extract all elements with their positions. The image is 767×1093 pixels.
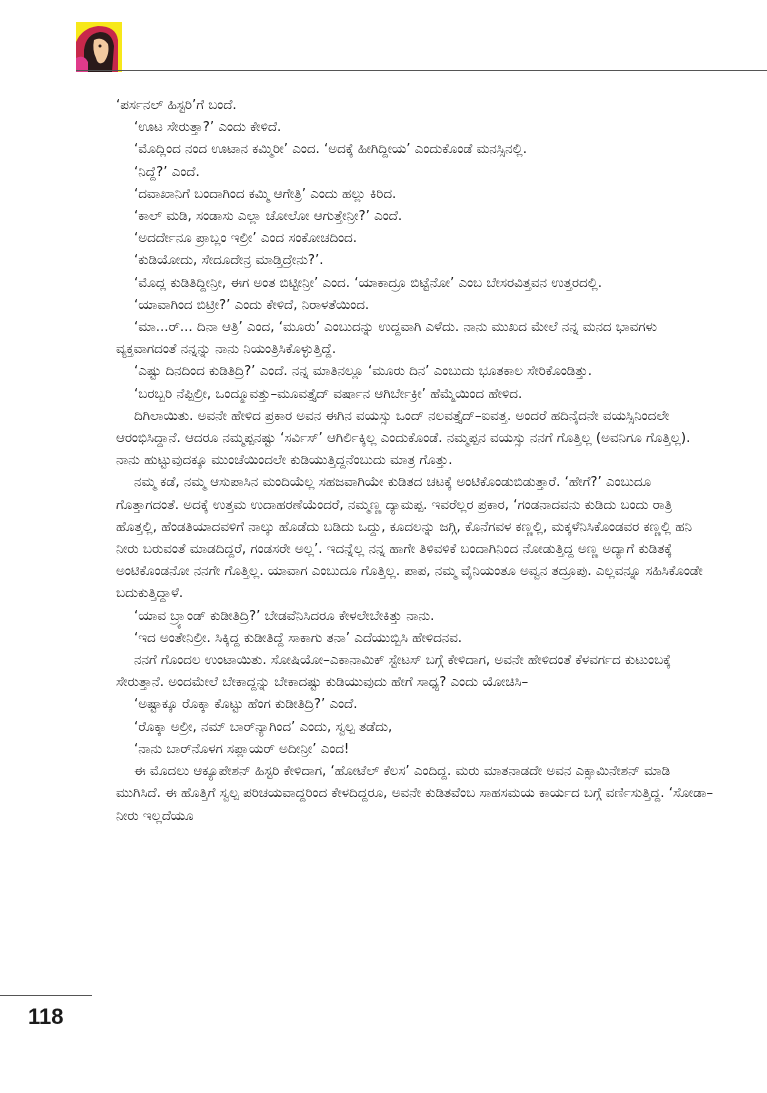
paragraph: ‘ಯಾವ ಬ್ರ್ಯಾಂಡ್ ಕುಡೀತಿದ್ರಿ?’ ಬೇಡವೆನಿಸಿದರೂ ಕೇಳಲೇಬೇಕಿತ್ತು ನಾನು.	[134, 608, 435, 624]
paragraph: ನಮ್ಮ ಕಡೆ, ನಮ್ಮ ಆಸುಪಾಸಿನ ಮಂದಿಯೆಲ್ಲ ಸಹಜವಾಗಿಯೇ ಕುಡಿತದ ಚಟಕ್ಕೆ ಅಂಟಿಕೊಂಡುಬಿಡುತ್ತಾರೆ. ‘ಹೇಗೆ?’ ಎಂಬುದೂ ಗೊತ್ತಾಗದಂತೆ. ಅದಕ್ಕೆ ಉತ್ತಮ ಉದಾಹರಣೆಯೆಂದರೆ, ನಮ್ಮಣ್ಣ ದ್ಯಾಮಪ್ಪ. ಇವರೆಲ್ಲರ ಪ್ರಕಾರ, ‘ಗಂಡನಾದವನು ಕುಡಿದು ಬಂದು ರಾತ್ರಿ ಹೊತ್ತಲ್ಲಿ, ಹೆಂಡತಿಯಾದವಳಿಗೆ ನಾಲ್ಕು ಹೊಡೆದು ಬಡಿದು ಒದ್ದು, ಕೂದಲನ್ನು ಜಗ್ಗಿ, ಕೊನೆಗವಳ ಕಣ್ಣಲ್ಲಿ, ಮಕ್ಕಳೆನಿಸಿಕೊಂಡವರ ಕಣ್ಣಲ್ಲಿ ಹನಿ ನೀರು ಬರುವಂತೆ ಮಾಡದಿದ್ದರೆ, ಗಂಡಸರೇ ಅಲ್ಲ’. ಇದನ್ನೆಲ್ಲ ನನ್ನ ಹಾಗೇ ತಿಳಿವಳಿಕೆ ಬಂದಾಗಿನಿಂದ ನೋಡುತ್ತಿದ್ದ ಅಣ್ಣ ಅದ್ಯಾಗೆ ಕುಡಿತಕ್ಕೆ ಅಂಟಿಕೊಂಡನೋ ನನಗೇ ಗೊತ್ತಿಲ್ಲ. ಯಾವಾಗ ಎಂಬುದೂ ಗೊತ್ತಿಲ್ಲ. ಪಾಪ, ನಮ್ಮ ವೈನಿಯಂತೂ ಅವ್ವನ ತದ್ರೂಪು. ಎಲ್ಲವನ್ನೂ ಸಹಿಸಿಕೊಂಡೇ ಬದುಕುತ್ತಿದ್ದಾಳೆ.	[116, 475, 703, 602]
paragraph: ‘ಕುಡಿಯೋದು, ಸೇದೂದೇನ್ರ ಮಾಡ್ತಿದ್ರೇನು?’.	[134, 253, 324, 269]
paragraph: ‘ಕಾಲ್ ಮಡಿ, ಸಂಡಾಸು ಎಲ್ಲಾ ಚೋಲೋ ಆಗುತ್ತೇನ್ರೀ?’ ಎಂದೆ.	[134, 209, 403, 225]
paragraph: ‘ಊಟ ಸೇರುತ್ತಾ?’ ಎಂದು ಕೇಳಿದೆ.	[134, 120, 282, 136]
page-body	[116, 95, 716, 828]
book-logo	[76, 22, 122, 72]
paragraph: ‘ಎಷ್ಟು ದಿನದಿಂದ ಕುಡಿತಿದ್ರಿ?’ ಎಂದೆ. ನನ್ನ ಮಾತಿನಲ್ಲೂ ‘ಮೂರು ದಿನ’ ಎಂಬುದು ಭೂತಕಾಲ ಸೇರಿಕೊಂಡಿತ್ತು.	[134, 364, 592, 380]
paragraph: ‘ಬರಬ್ಬರಿ ನೆಪ್ಪಿಲ್ರೀ, ಒಂದ್ಮೂವತ್ತು–ಮೂವತ್ತೈದ್ ವರ್ಷಾನ ಆಗಿರ್ಬೇಕ್ರೀ’ ಹೆಮ್ಮೆಯಿಂದ ಹೇಳಿದ.	[134, 386, 523, 402]
paragraph: ‘ನಾನು ಬಾರ್‌ನೊಳಗ ಸಪ್ಲಾಯರ್ ಅದೀನ್ರೀ’ ಎಂದ!	[134, 741, 350, 757]
paragraph: ‘ಅದರ್ದೇನೂ ಪ್ರಾಬ್ಲಂ ಇಲ್ರೀ’ ಎಂದ ಸಂಕೋಚದಿಂದ.	[134, 231, 357, 247]
paragraph: ದಿಗಿಲಾಯಿತು. ಅವನೇ ಹೇಳಿದ ಪ್ರಕಾರ ಅವನ ಈಗಿನ ವಯಸ್ಸು ಒಂದ್ ನಲವತ್ತೈದ್–ಐವತ್ತ. ಅಂದರೆ ಹದಿನೈದನೇ ವಯಸ್ಸಿನಿಂದಲೇ ಆರಂಭಿಸಿದ್ದಾನೆ. ಆದರೂ ನಮ್ಮಪ್ಪನಷ್ಟು ‘ಸರ್ವಿಸ್’ ಆಗಿರ್ಲಿಕ್ಕಿಲ್ಲ ಎಂದುಕೊಂಡೆ. ನಮ್ಮಪ್ಪನ ವಯಸ್ಸು ನನಗೆ ಗೊತ್ತಿಲ್ಲ (ಅವನಿಗೂ ಗೊತ್ತಿಲ್ಲ). ನಾನು ಹುಟ್ಟುವುದಕ್ಕೂ ಮುಂಚೆಯಿಂದಲೇ ಕುಡಿಯುತ್ತಿದ್ದನೆಂಬುದು ಮಾತ್ರ ಗೊತ್ತು.	[116, 408, 691, 469]
paragraph: ಈ ಮೊದಲು ಆಕ್ಯೂಪೇಶನ್ ಹಿಸ್ಟರಿ ಕೇಳಿದಾಗ, ‘ಹೋಟೆಲ್ ಕೆಲಸ’ ಎಂದಿದ್ದ. ಮರು ಮಾತನಾಡದೇ ಅವನ ಎಕ್ಸಾಮಿನೇಶನ್ ಮಾಡಿ ಮುಗಿಸಿದೆ. ಈ ಹೊತ್ತಿಗೆ ಸ್ವಲ್ಪ ಪರಿಚಯವಾದ್ದರಿಂದ ಕೇಳದಿದ್ದರೂ, ಅವನೇ ಕುಡಿತವೆಂಬ ಸಾಹಸಮಯ ಕಾರ್ಯದ ಬಗ್ಗೆ ವರ್ಣಿಸುತ್ತಿದ್ದ. ‘ಸೋಡಾ–ನೀರು ಇಲ್ಲದೆಯೂ	[116, 764, 714, 824]
paragraph: ‘ಯಾವಾಗಿಂದ ಬಿಟ್ರೀ?’ ಎಂದು ಕೇಳಿದೆ, ನಿರಾಳತೆಯಿಂದ.	[134, 297, 370, 313]
page-number: 118	[28, 1004, 64, 1029]
paragraph: ‘ಇದ ಅಂತೇನಿಲ್ರೀ. ಸಿಕ್ಕಿದ್ದ ಕುಡೀತಿದ್ದೆ ಸಾಕಾಗು ತನಾ’ ಎದೆಯುಬ್ಬಿಸಿ ಹೇಳಿದನವ.	[134, 630, 463, 646]
woman-face-icon	[76, 22, 122, 72]
paragraph: ನನಗೆ ಗೊಂದಲ ಉಂಟಾಯಿತು. ಸೋಷಿಯೋ–ಎಕಾನಾಮಿಕ್ ಸ್ಟೇಟಸ್ ಬಗ್ಗೆ ಕೇಳಿದಾಗ, ಅವನೇ ಹೇಳಿದಂತೆ ಕೆಳವರ್ಗದ ಕುಟುಂಬಕ್ಕೆ ಸೇರುತ್ತಾನೆ. ಅಂದಮೇಲೆ ಬೇಕಾದ್ದನ್ನು ಬೇಕಾದಷ್ಟು ಕುಡಿಯುವುದು ಹೇಗೆ ಸಾಧ್ಯ? ಎಂದು ಯೋಚಿಸಿ–	[116, 653, 672, 691]
paragraph: ‘ಮಾ...ರ್... ದಿನಾ ಆತ್ರಿ’ ಎಂದ, ‘ಮೂರು’ ಎಂಬುದನ್ನು ಉದ್ದವಾಗಿ ಎಳೆದು. ನಾನು ಮುಖದ ಮೇಲೆ ನನ್ನ ಮನದ ಭಾವಗಳು ವ್ಯಕ್ತವಾಗದಂತೆ ನನ್ನನ್ನು ನಾನು ನಿಯಂತ್ರಿಸಿಕೊಳ್ಳುತ್ತಿದ್ದೆ.	[116, 320, 658, 358]
paragraph: ‘ಮೊದ್ಲಿಂದ ನಂದ ಊಟಾನ ಕಮ್ಮಿರೀ’ ಎಂದ. ‘ಅದಕ್ಕೆ ಹೀಗಿದ್ದೀಯ’ ಎಂದುಕೊಂಡೆ ಮನಸ್ಸಿನಲ್ಲಿ.	[134, 142, 527, 158]
paragraph: ‘ನಿದ್ದೆ?’ ಎಂದೆ.	[134, 164, 200, 180]
paragraph: ‘ಮೊದ್ಲ ಕುಡಿತಿದ್ದೀನ್ರೀ, ಈಗ ಅಂತ ಬಿಟ್ಟೀನ್ರೀ’ ಎಂದ. ‘ಯಾಕಾದ್ರೂ ಬಿಟ್ಟೆನೋ’ ಎಂಬ ಬೇಸರವಿತ್ತವನ ಉತ್ತರದಲ್ಲಿ.	[134, 275, 602, 291]
footer-rule	[0, 995, 92, 996]
paragraph: ‘ಅಷ್ಟಾಕ್ಕೂ ರೊಕ್ಕಾ ಕೊಟ್ಟು ಹೆಂಗ ಕುಡೀತಿದ್ರಿ?’ ಎಂದೆ.	[134, 697, 358, 713]
paragraph: ‘ರೊಕ್ಕಾ ಅಲ್ರೀ, ನಮ್ ಬಾರ್‌ನ್ಯಾಗಿಂದ’ ಎಂದು, ಸ್ವಲ್ಪ ತಡೆದು,	[134, 719, 393, 735]
header-rule	[76, 70, 767, 71]
paragraph: ‘ದವಾಖಾನಿಗೆ ಬಂದಾಗಿಂದ ಕಮ್ಮಿ ಆಗೇತ್ರಿ’ ಎಂದು ಹಲ್ಲು ಕಿರಿದ.	[134, 186, 397, 202]
paragraph: ‘ಪರ್ಸನಲ್ ಹಿಸ್ಟರಿ’ಗೆ ಬಂದೆ.	[116, 98, 237, 113]
